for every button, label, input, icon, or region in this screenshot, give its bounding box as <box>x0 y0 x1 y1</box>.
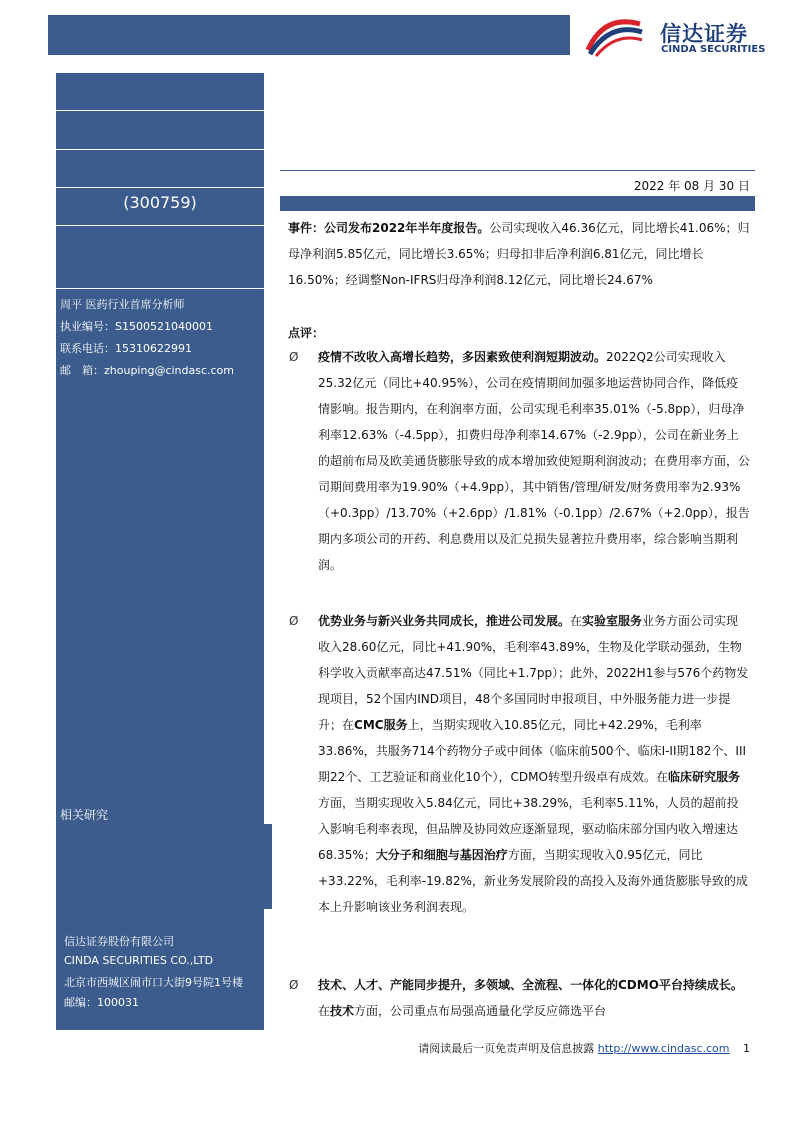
event-body: 公司实现收入46.36亿元，同比增长41.06%；归母净利润5.85亿元，同比增长3.65%；归母扣非后净利润6.81亿元，同比增长16.50%；经调整Non-IFRS归母净利润8.12亿元，同比增长24.67% <box>288 221 750 287</box>
event-paragraph <box>288 215 750 293</box>
company-postcode: 邮编：100031 <box>64 996 139 1009</box>
page-number: 1 <box>743 1042 750 1055</box>
analyst-phone: 联系电话：15310622991 <box>60 342 192 355</box>
content-bar <box>280 196 755 211</box>
bullet-3: 技术、人才、产能同步提升，多领域、全流程、一体化的CDMO平台持续成长。在技术方面，公司重点布局强高通量化学反应筛选平台 <box>318 978 743 1018</box>
bullet-3-heading: 技术、人才、产能同步提升，多领域、全流程、一体化的CDMO平台持续成长。 <box>318 978 743 992</box>
analyst-name: 周平 医药行业首席分析师 <box>60 298 185 311</box>
logo-en: CINDA SECURITIES <box>661 44 766 55</box>
bullet-3-symbol: Ø <box>289 978 299 992</box>
analyst-license: 执业编号：S1500521040001 <box>60 320 213 333</box>
cmc-label: CMC服务 <box>354 718 408 732</box>
biologics-label: 大分子和细胞与基因治疗 <box>375 848 508 862</box>
technology-label: 技术 <box>330 1004 355 1018</box>
bullet-1-heading: 疫情不改收入高增长趋势，多因素致使利润短期波动。 <box>318 350 607 364</box>
bullet-2-symbol: Ø <box>289 614 299 628</box>
related-research-label: 相关研究 <box>60 808 109 822</box>
report-date: 2022 年 08 月 30 日 <box>633 179 750 193</box>
clinical-label: 临床研究服务 <box>667 770 740 784</box>
bullet-2-heading: 优势业务与新兴业务共同成长，推进公司发展。 <box>318 614 571 628</box>
footer <box>300 1040 750 1056</box>
analyst-email: 邮 箱：zhouping@cindasc.com <box>60 364 235 377</box>
footer-disclaimer: 请阅读最后一页免责声明及信息披露 <box>418 1042 595 1055</box>
sidebar <box>56 73 264 1030</box>
lab-services-label: 实验室服务 <box>582 614 643 628</box>
company-name-cn: 信达证券股份有限公司 <box>64 935 174 948</box>
date-rule <box>280 170 755 171</box>
header-bar <box>48 15 570 55</box>
footer-url-link[interactable]: http://www.cindasc.com <box>597 1042 730 1055</box>
cinda-logo-icon <box>584 16 644 58</box>
bullet-2: 优势业务与新兴业务共同成长，推进公司发展。在实验室服务业务方面公司实现收入28.60亿元，同比+41.90%，毛利率43.89%，生物及化学联动强劲，生物科学收入贡献率高达47.51%（同比+1.7pp）；此外，2022H1参与576个药物发现项目，52个国内IND项目，48个多国同时申报项目，中外服务能力进一步提升；在CMC服务上，当期实现收入10.85亿元，同比+42.29%，毛利率33.86%，共服务714个药物分子或中间体（临床前500个、临床I-II期182个、III期22个、工艺验证和商业化10个），CDMO转型升级卓有成效。在临床研究服务方面，当期实现收入5.84亿元，同比+38.29%，毛利率5.11%，人员的超前投入影响毛利率表现，但品牌及协同效应逐渐显现，驱动临床部分国内收入增速达68.35%；大分子和细胞与基因治疗方面，当期实现收入0.95亿元，同比+33.22%，毛利率-19.82%，新业务发展阶段的高投入及海外通货膨胀导致的成本上升影响该业务利润表现。 <box>318 614 749 914</box>
event-label: 事件：公司发布2022年半年度报告。 <box>288 221 490 235</box>
company-name-en: CINDA SECURITIES CO.,LTD <box>64 954 214 967</box>
company-address: 北京市西城区闹市口大街9号院1号楼 <box>64 976 243 989</box>
logo-cn: 信达证券 <box>660 22 748 46</box>
bullet-1-body: 2022Q2公司实现收入25.32亿元（同比+40.95%），公司在疫情期间加强多地运营协同合作，降低疫情影响。报告期内，在利润率方面，公司实现毛利率35.01%（-5.8pp），归母净利率12.63%（-4.5pp），扣费归母净利率14.67%（-2.9pp），公司在新业务上的超前布局及欧美通货膨胀导致的成本增加致使短期利润波动；在费用率方面，公司期间费用率为19.90%（+4.9pp），其中销售/管理/研发/财务费用率为2.93%（+0.3pp）/13.70%（+2.6pp）/1.81%（-0.1pp）/2.67%（+2.0pp），报告期内多项公司的开药、利息费用以及汇兑损失显著拉升费用率，综合影响当期利润。 <box>318 350 751 572</box>
comment-label: 点评： <box>288 326 325 340</box>
sidebar-notch <box>264 824 272 909</box>
bullet-1-symbol: Ø <box>289 350 299 364</box>
stock-code: (300759) <box>123 193 197 212</box>
bullet-1 <box>318 344 750 578</box>
